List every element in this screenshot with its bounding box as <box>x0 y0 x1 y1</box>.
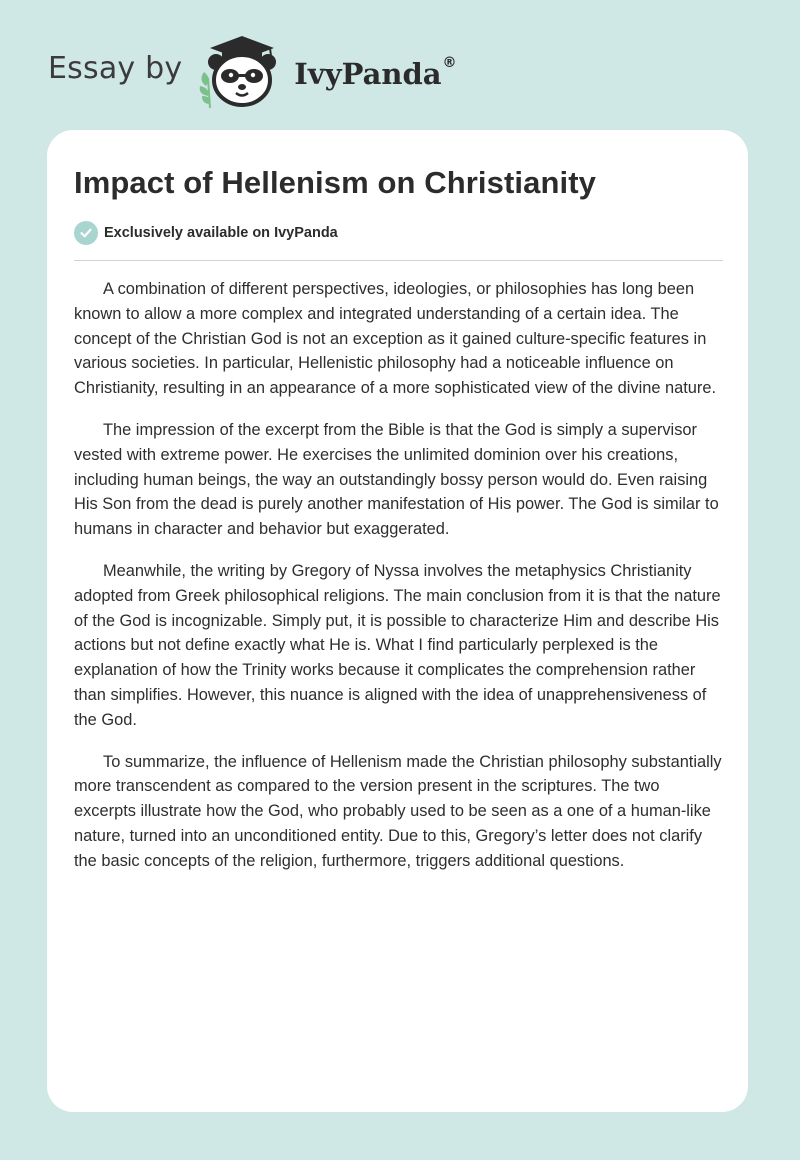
panda-logo-icon[interactable] <box>196 34 288 110</box>
essay-card <box>47 130 748 1112</box>
check-circle-icon <box>74 221 98 245</box>
exclusive-badge <box>74 221 338 245</box>
brand-name[interactable] <box>294 57 456 91</box>
divider <box>74 260 723 261</box>
paragraph: A combination of different perspectives, ideologies, or philosophies has long been known to allow a more complex and integrated understanding of a certain idea. The concept of the Christian God is not an exception as it gained culture-specific features in various societies. In particular, Hellenistic philosophy had a noticeable influence on Christianity, resulting in an appearance of a more sophisticated view of the divine nature. <box>74 280 717 398</box>
badge-label: Exclusively available on IvyPanda <box>104 225 338 241</box>
essay-by-label: Essay by <box>48 50 183 86</box>
site-header <box>48 34 457 110</box>
brand-label: IvyPanda <box>294 57 442 91</box>
paragraph: To summarize, the influence of Hellenism made the Christian philosophy substantially more transcendent as compared to the version present in the scriptures. The two excerpts illustrate how the God, who probably used to be seen as a one of a human-like nature, turned into an unconditioned entity. Due to this, Gregory’s letter does not clarify the basic concepts of the religion, furthermore, triggers additional questions. <box>74 752 722 870</box>
registered-mark: ® <box>442 55 457 71</box>
paragraph: The impression of the excerpt from the Bible is that the God is simply a supervisor vested with extreme power. He exercises the unlimited dominion over his creations, including human beings, the way an outstandingly bossy person would do. Even raising His Son from the dead is purely another manifestation of His power. The God is similar to humans in character and behavior but exaggerated. <box>74 420 719 539</box>
essay-body <box>74 277 724 891</box>
page-title: Impact of Hellenism on Christianity <box>74 165 596 200</box>
paragraph: Meanwhile, the writing by Gregory of Nyssa involves the metaphysics Christianity adopted from Greek philosophical religions. The main conclusion from it is that the nature of the God is incognizable. Simply put, it is possible to characterize Him and describe His actions but not define exactly what He is. What I find particularly perplexed is the explanation of how the Trinity works because it complicates the comprehension rather than simplifies. However, this nuance is aligned with the idea of unapprehensiveness of the God. <box>74 561 721 729</box>
